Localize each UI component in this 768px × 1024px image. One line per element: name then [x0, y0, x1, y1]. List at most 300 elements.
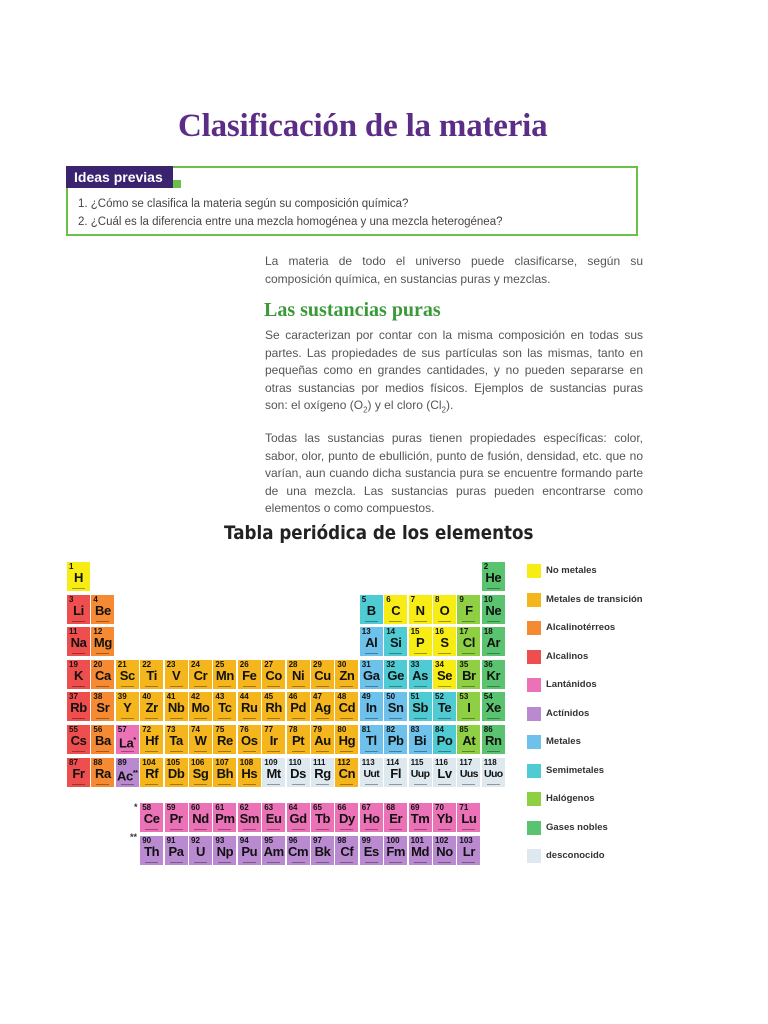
element-symbol: Dy — [338, 811, 355, 826]
element-name-line — [287, 685, 310, 688]
element-name-line — [360, 620, 383, 623]
ideas-question: 2. ¿Cuál es la diferencia entre una mezcla homogénea y una mezcla heterogénea? — [78, 216, 503, 228]
atomic-number: 76 — [239, 725, 249, 734]
atomic-number: 50 — [386, 692, 396, 701]
atomic-number: 101 — [410, 836, 424, 845]
element-symbol: Ni — [291, 668, 305, 683]
ideas-previas-box — [66, 166, 638, 236]
element-symbol: Si — [389, 635, 402, 650]
element-name-line — [482, 587, 505, 590]
element-cell-c — [384, 595, 407, 624]
element-name-line — [311, 861, 334, 864]
atomic-number: 2 — [483, 562, 489, 571]
element-name-line — [360, 685, 383, 688]
atomic-number: 65 — [313, 803, 322, 812]
atomic-number: 37 — [69, 692, 78, 701]
atomic-number: 114 — [386, 758, 400, 767]
legend-swatch — [527, 621, 541, 635]
element-symbol: Mg — [93, 635, 112, 650]
element-cell-la — [116, 725, 139, 754]
element-cell-xe — [482, 692, 505, 721]
atomic-number: 111 — [313, 758, 326, 767]
element-symbol: H — [74, 570, 83, 585]
element-cell-ar — [482, 627, 505, 656]
element-symbol: Uut — [363, 768, 380, 780]
element-cell-uuo — [482, 758, 505, 787]
element-symbol: Rh — [265, 700, 282, 715]
element-cell-ge — [384, 660, 407, 689]
atomic-number: 98 — [337, 836, 347, 845]
element-cell-w — [189, 725, 212, 754]
element-name-line — [287, 717, 310, 720]
element-cell-se — [433, 660, 456, 689]
element-symbol: Po — [436, 733, 453, 748]
element-name-line — [457, 652, 480, 655]
element-name-line — [384, 717, 407, 720]
element-name-line — [287, 828, 310, 831]
paragraph-text: Se caracterizan por contar con la misma composición en todas sus partes. Las propiedades de sus partículas son las mismas, tanto en pequeñas como en grandes cantidades, y no pueden separarse en otras sustancias por medios físicos. Ejemplos de sustancias puras son: el oxígeno (O — [265, 328, 643, 412]
atomic-number: 66 — [337, 803, 347, 812]
element-symbol: Pd — [290, 700, 306, 715]
element-cell-o — [433, 595, 456, 624]
element-cell-tl — [360, 725, 383, 754]
element-symbol: No — [436, 844, 453, 859]
element-cell-tb — [311, 803, 334, 832]
element-symbol: Ti — [146, 668, 157, 683]
legend-label: No metales — [546, 565, 597, 576]
element-name-line — [457, 750, 480, 753]
ideas-previas-label-text: Ideas previas — [74, 169, 163, 185]
atomic-number: 16 — [435, 627, 444, 636]
atomic-number: 69 — [410, 803, 420, 812]
atomic-number: 87 — [69, 758, 78, 767]
element-cell-pm — [213, 803, 236, 832]
element-cell-hg — [335, 725, 358, 754]
element-name-line — [213, 783, 236, 786]
element-name-line — [67, 685, 90, 688]
element-name-line — [262, 861, 285, 864]
element-symbol: Fl — [390, 766, 402, 781]
element-symbol: Lu — [461, 811, 477, 826]
element-cell-rg — [311, 758, 334, 787]
ideas-tab-accent — [173, 180, 181, 188]
element-name-line — [287, 861, 310, 864]
element-cell-pb — [384, 725, 407, 754]
atomic-number: 81 — [361, 725, 371, 734]
element-symbol: Ne — [485, 603, 502, 618]
element-symbol: Bh — [216, 766, 234, 781]
element-name-line — [433, 652, 456, 655]
element-symbol: Th — [144, 844, 160, 859]
element-symbol: Sc — [119, 668, 135, 683]
element-name-line — [457, 717, 480, 720]
element-symbol: Hg — [338, 733, 356, 748]
element-cell-mn — [213, 660, 236, 689]
element-symbol: Ta — [169, 733, 183, 748]
atomic-number: 116 — [435, 758, 448, 767]
element-cell-pt — [287, 725, 310, 754]
element-cell-hf — [140, 725, 163, 754]
legend-label: Alcalinotérreos — [546, 622, 616, 633]
element-cell-cs — [67, 725, 90, 754]
atomic-number: 44 — [239, 692, 249, 701]
atomic-number: 54 — [483, 692, 493, 701]
atomic-number: 77 — [264, 725, 274, 734]
element-name-line — [140, 685, 163, 688]
element-cell-rf — [140, 758, 163, 787]
element-name-line — [189, 750, 212, 753]
element-symbol: Uus — [459, 768, 478, 780]
atomic-number: 20 — [93, 660, 103, 669]
element-symbol: Kr — [486, 668, 501, 683]
element-symbol: W — [194, 733, 207, 748]
atomic-number: 85 — [459, 725, 469, 734]
atomic-number: 80 — [337, 725, 347, 734]
element-cell-cu — [311, 660, 334, 689]
element-cell-uus — [457, 758, 480, 787]
atomic-number: 18 — [483, 627, 493, 636]
element-cell-rb — [67, 692, 90, 721]
element-cell-cm — [287, 836, 310, 865]
element-symbol: Pm — [215, 811, 235, 826]
element-name-line — [360, 717, 383, 720]
element-cell-at — [457, 725, 480, 754]
legend-label: Gases nobles — [546, 821, 608, 833]
atomic-number: 107 — [215, 758, 229, 767]
element-name-line — [482, 620, 505, 623]
intro-paragraph: La materia de todo el universo puede clasificarse, según su composición química, en sustancias puras y mezclas. — [265, 254, 643, 286]
atomic-number: 112 — [337, 758, 351, 767]
atomic-number: 94 — [239, 836, 249, 845]
element-name-line — [482, 750, 505, 753]
element-name-line — [91, 620, 114, 623]
element-symbol: Be — [94, 603, 111, 618]
element-name-line — [189, 861, 212, 864]
atomic-number: 89 — [117, 758, 127, 767]
element-cell-nd — [189, 803, 212, 832]
element-symbol: He — [485, 570, 502, 585]
element-name-line — [457, 685, 480, 688]
element-name-line — [457, 861, 480, 864]
element-symbol: Os — [241, 733, 258, 748]
element-symbol: Xe — [485, 700, 501, 715]
element-cell-sr — [91, 692, 114, 721]
element-name-line — [165, 783, 188, 786]
element-symbol: Na — [70, 635, 87, 650]
sustancias-puras-paragraph-2: Todas las sustancias puras tienen propiedades específicas: color, sabor, olor, punto de ebullición, punto de fusión, densidad, etc. que no varían, aun cuando dicha sustancia pura se encuentre formando parte de una mezcla. Las sustancias puras pueden encontrarse como elementos o como compuestos. — [265, 431, 643, 515]
element-cell-eu — [262, 803, 285, 832]
element-symbol: Re — [216, 733, 233, 748]
element-name-line — [409, 750, 432, 753]
element-symbol: Pa — [168, 844, 184, 859]
element-cell-y — [116, 692, 139, 721]
atomic-number: 102 — [435, 836, 449, 845]
atomic-number: 26 — [239, 660, 249, 669]
element-symbol: S — [440, 635, 449, 650]
actinide-marker: ** — [130, 832, 138, 842]
atomic-number: 5 — [361, 595, 367, 604]
element-name-line — [238, 717, 261, 720]
atomic-number: 86 — [483, 725, 493, 734]
element-symbol: Ca — [94, 668, 111, 683]
element-symbol: Tb — [314, 811, 331, 826]
element-cell-os — [238, 725, 261, 754]
element-cell-cf — [335, 836, 358, 865]
element-name-line — [238, 750, 261, 753]
element-symbol: La* — [118, 735, 136, 751]
atomic-number: 108 — [239, 758, 254, 767]
element-symbol: Sn — [387, 700, 404, 715]
element-name-line — [482, 685, 505, 688]
atomic-number: 17 — [459, 627, 469, 636]
element-name-line — [409, 783, 432, 786]
element-symbol: Sb — [412, 700, 428, 715]
element-symbol: Y — [123, 700, 132, 715]
element-symbol: Hf — [145, 733, 159, 748]
element-symbol: Cl — [462, 635, 475, 650]
element-name-line — [384, 685, 407, 688]
atomic-number: 106 — [191, 758, 205, 767]
element-cell-ba — [91, 725, 114, 754]
atomic-number: 11 — [69, 627, 78, 636]
element-name-line — [335, 685, 358, 688]
sustancias-puras-paragraph-1 — [265, 327, 643, 419]
atomic-number: 36 — [483, 660, 493, 669]
legend-label: Semimetales — [546, 764, 605, 776]
element-cell-si — [384, 627, 407, 656]
element-cell-as — [409, 660, 432, 689]
atomic-number: 92 — [191, 836, 200, 845]
atomic-number: 53 — [459, 692, 469, 701]
element-symbol: Np — [216, 844, 234, 859]
atomic-number: 57 — [117, 725, 127, 734]
element-symbol: Nb — [167, 700, 185, 715]
element-cell-mt — [262, 758, 285, 787]
element-cell-fr — [67, 758, 90, 787]
element-cell-tm — [409, 803, 432, 832]
atomic-number: 74 — [191, 725, 200, 734]
element-name-line — [433, 783, 456, 786]
legend-swatch — [527, 821, 541, 835]
element-cell-ti — [140, 660, 163, 689]
element-symbol: Rf — [145, 766, 159, 781]
element-cell-zr — [140, 692, 163, 721]
atomic-number: 1 — [69, 562, 74, 571]
element-symbol: Fe — [242, 668, 257, 683]
element-name-line — [409, 717, 432, 720]
element-symbol: Eu — [265, 811, 282, 826]
element-cell-pd — [287, 692, 310, 721]
element-symbol: Se — [436, 668, 453, 683]
atomic-number: 110 — [288, 758, 302, 767]
atomic-number: 82 — [386, 725, 396, 734]
element-name-line — [140, 783, 163, 786]
element-symbol: Ru — [241, 700, 258, 715]
element-symbol: Au — [314, 733, 331, 748]
element-cell-cn — [335, 758, 358, 787]
series-marker: * — [133, 737, 136, 744]
atomic-number: 117 — [459, 758, 473, 767]
element-name-line — [433, 750, 456, 753]
element-name-line — [311, 685, 334, 688]
element-symbol: Nd — [192, 811, 209, 826]
element-name-line — [67, 750, 90, 753]
element-symbol: Fr — [72, 766, 85, 781]
atomic-number: 3 — [69, 595, 74, 604]
element-symbol: Br — [462, 668, 476, 683]
atomic-number: 35 — [459, 660, 469, 669]
element-symbol: Pu — [241, 844, 258, 859]
atomic-number: 71 — [459, 803, 469, 812]
element-cell-ca — [91, 660, 114, 689]
atomic-number: 62 — [239, 803, 249, 812]
element-cell-f — [457, 595, 480, 624]
element-symbol: U — [196, 844, 205, 859]
element-name-line — [457, 620, 480, 623]
element-symbol: Ge — [387, 668, 404, 683]
element-name-line — [140, 828, 163, 831]
element-cell-th — [140, 836, 163, 865]
atomic-number: 43 — [215, 692, 225, 701]
element-name-line — [384, 828, 407, 831]
atomic-number: 73 — [166, 725, 176, 734]
element-cell-kr — [482, 660, 505, 689]
element-name-line — [116, 783, 139, 786]
element-symbol: Mn — [215, 668, 234, 683]
element-symbol: Zr — [145, 700, 158, 715]
element-symbol: Ga — [363, 668, 380, 683]
atomic-number: 4 — [93, 595, 98, 604]
atomic-number: 51 — [410, 692, 420, 701]
atomic-number: 60 — [191, 803, 200, 812]
element-symbol: Pb — [387, 733, 404, 748]
element-cell-br — [457, 660, 480, 689]
atomic-number: 63 — [264, 803, 274, 812]
element-cell-fm — [384, 836, 407, 865]
element-cell-te — [433, 692, 456, 721]
element-symbol: Tm — [410, 811, 430, 826]
element-cell-al — [360, 627, 383, 656]
element-name-line — [165, 685, 188, 688]
element-cell-uup — [409, 758, 432, 787]
atomic-number: 96 — [288, 836, 298, 845]
element-cell-sm — [238, 803, 261, 832]
element-symbol: Cn — [338, 766, 356, 781]
element-name-line — [91, 717, 114, 720]
element-cell-db — [165, 758, 188, 787]
element-name-line — [360, 750, 383, 753]
atomic-number: 45 — [264, 692, 274, 701]
element-cell-lv — [433, 758, 456, 787]
element-name-line — [91, 783, 114, 786]
element-cell-np — [213, 836, 236, 865]
element-name-line — [433, 620, 456, 623]
element-name-line — [287, 783, 310, 786]
atomic-number: 90 — [142, 836, 152, 845]
atomic-number: 31 — [361, 660, 371, 669]
element-symbol: Ac** — [117, 768, 138, 784]
element-symbol: Ba — [94, 733, 111, 748]
element-symbol: F — [465, 603, 473, 618]
element-cell-ni — [287, 660, 310, 689]
atomic-number: 10 — [483, 595, 493, 604]
element-symbol: Yb — [436, 811, 453, 826]
element-cell-s — [433, 627, 456, 656]
element-name-line — [91, 750, 114, 753]
element-cell-rh — [262, 692, 285, 721]
element-name-line — [409, 620, 432, 623]
element-name-line — [67, 783, 90, 786]
element-name-line — [189, 717, 212, 720]
element-name-line — [213, 685, 236, 688]
element-name-line — [409, 685, 432, 688]
element-name-line — [165, 861, 188, 864]
element-cell-mo — [189, 692, 212, 721]
element-symbol: Tc — [218, 700, 232, 715]
element-name-line — [262, 783, 285, 786]
element-cell-yb — [433, 803, 456, 832]
element-name-line — [360, 652, 383, 655]
element-name-line — [311, 783, 334, 786]
series-marker: ** — [132, 770, 138, 777]
element-name-line — [213, 861, 236, 864]
atomic-number: 23 — [166, 660, 176, 669]
atomic-number: 59 — [166, 803, 176, 812]
atomic-number: 48 — [337, 692, 347, 701]
atomic-number: 24 — [191, 660, 200, 669]
atomic-number: 97 — [313, 836, 322, 845]
element-symbol: Db — [167, 766, 185, 781]
element-cell-gd — [287, 803, 310, 832]
element-symbol: O — [439, 603, 450, 618]
element-name-line — [384, 620, 407, 623]
atomic-number: 41 — [166, 692, 176, 701]
element-symbol: Te — [437, 700, 452, 715]
element-cell-n — [409, 595, 432, 624]
ideas-question: 1. ¿Cómo se clasifica la materia según su composición química? — [78, 198, 409, 210]
element-name-line — [238, 685, 261, 688]
atomic-number: 104 — [142, 758, 156, 767]
legend-swatch — [527, 564, 541, 578]
element-symbol: B — [366, 603, 376, 618]
element-name-line — [67, 717, 90, 720]
element-cell-dy — [335, 803, 358, 832]
element-cell-ag — [311, 692, 334, 721]
element-symbol: Fm — [386, 844, 406, 859]
element-symbol: Zn — [339, 668, 355, 683]
element-symbol: Hs — [241, 766, 258, 781]
element-cell-ga — [360, 660, 383, 689]
atomic-number: 83 — [410, 725, 420, 734]
element-cell-h — [67, 562, 90, 591]
atomic-number: 22 — [142, 660, 152, 669]
element-symbol: In — [365, 700, 377, 715]
element-symbol: Lv — [437, 766, 452, 781]
atomic-number: 115 — [410, 758, 424, 767]
element-name-line — [67, 587, 90, 590]
element-cell-au — [311, 725, 334, 754]
legend-swatch — [527, 650, 541, 664]
paragraph-text: ) y el cloro (Cl — [367, 398, 442, 412]
element-cell-he — [482, 562, 505, 591]
atomic-number: 78 — [288, 725, 298, 734]
atomic-number: 68 — [386, 803, 396, 812]
element-cell-uut — [360, 758, 383, 787]
element-cell-am — [262, 836, 285, 865]
element-name-line — [360, 783, 383, 786]
element-name-line — [140, 750, 163, 753]
element-name-line — [335, 828, 358, 831]
